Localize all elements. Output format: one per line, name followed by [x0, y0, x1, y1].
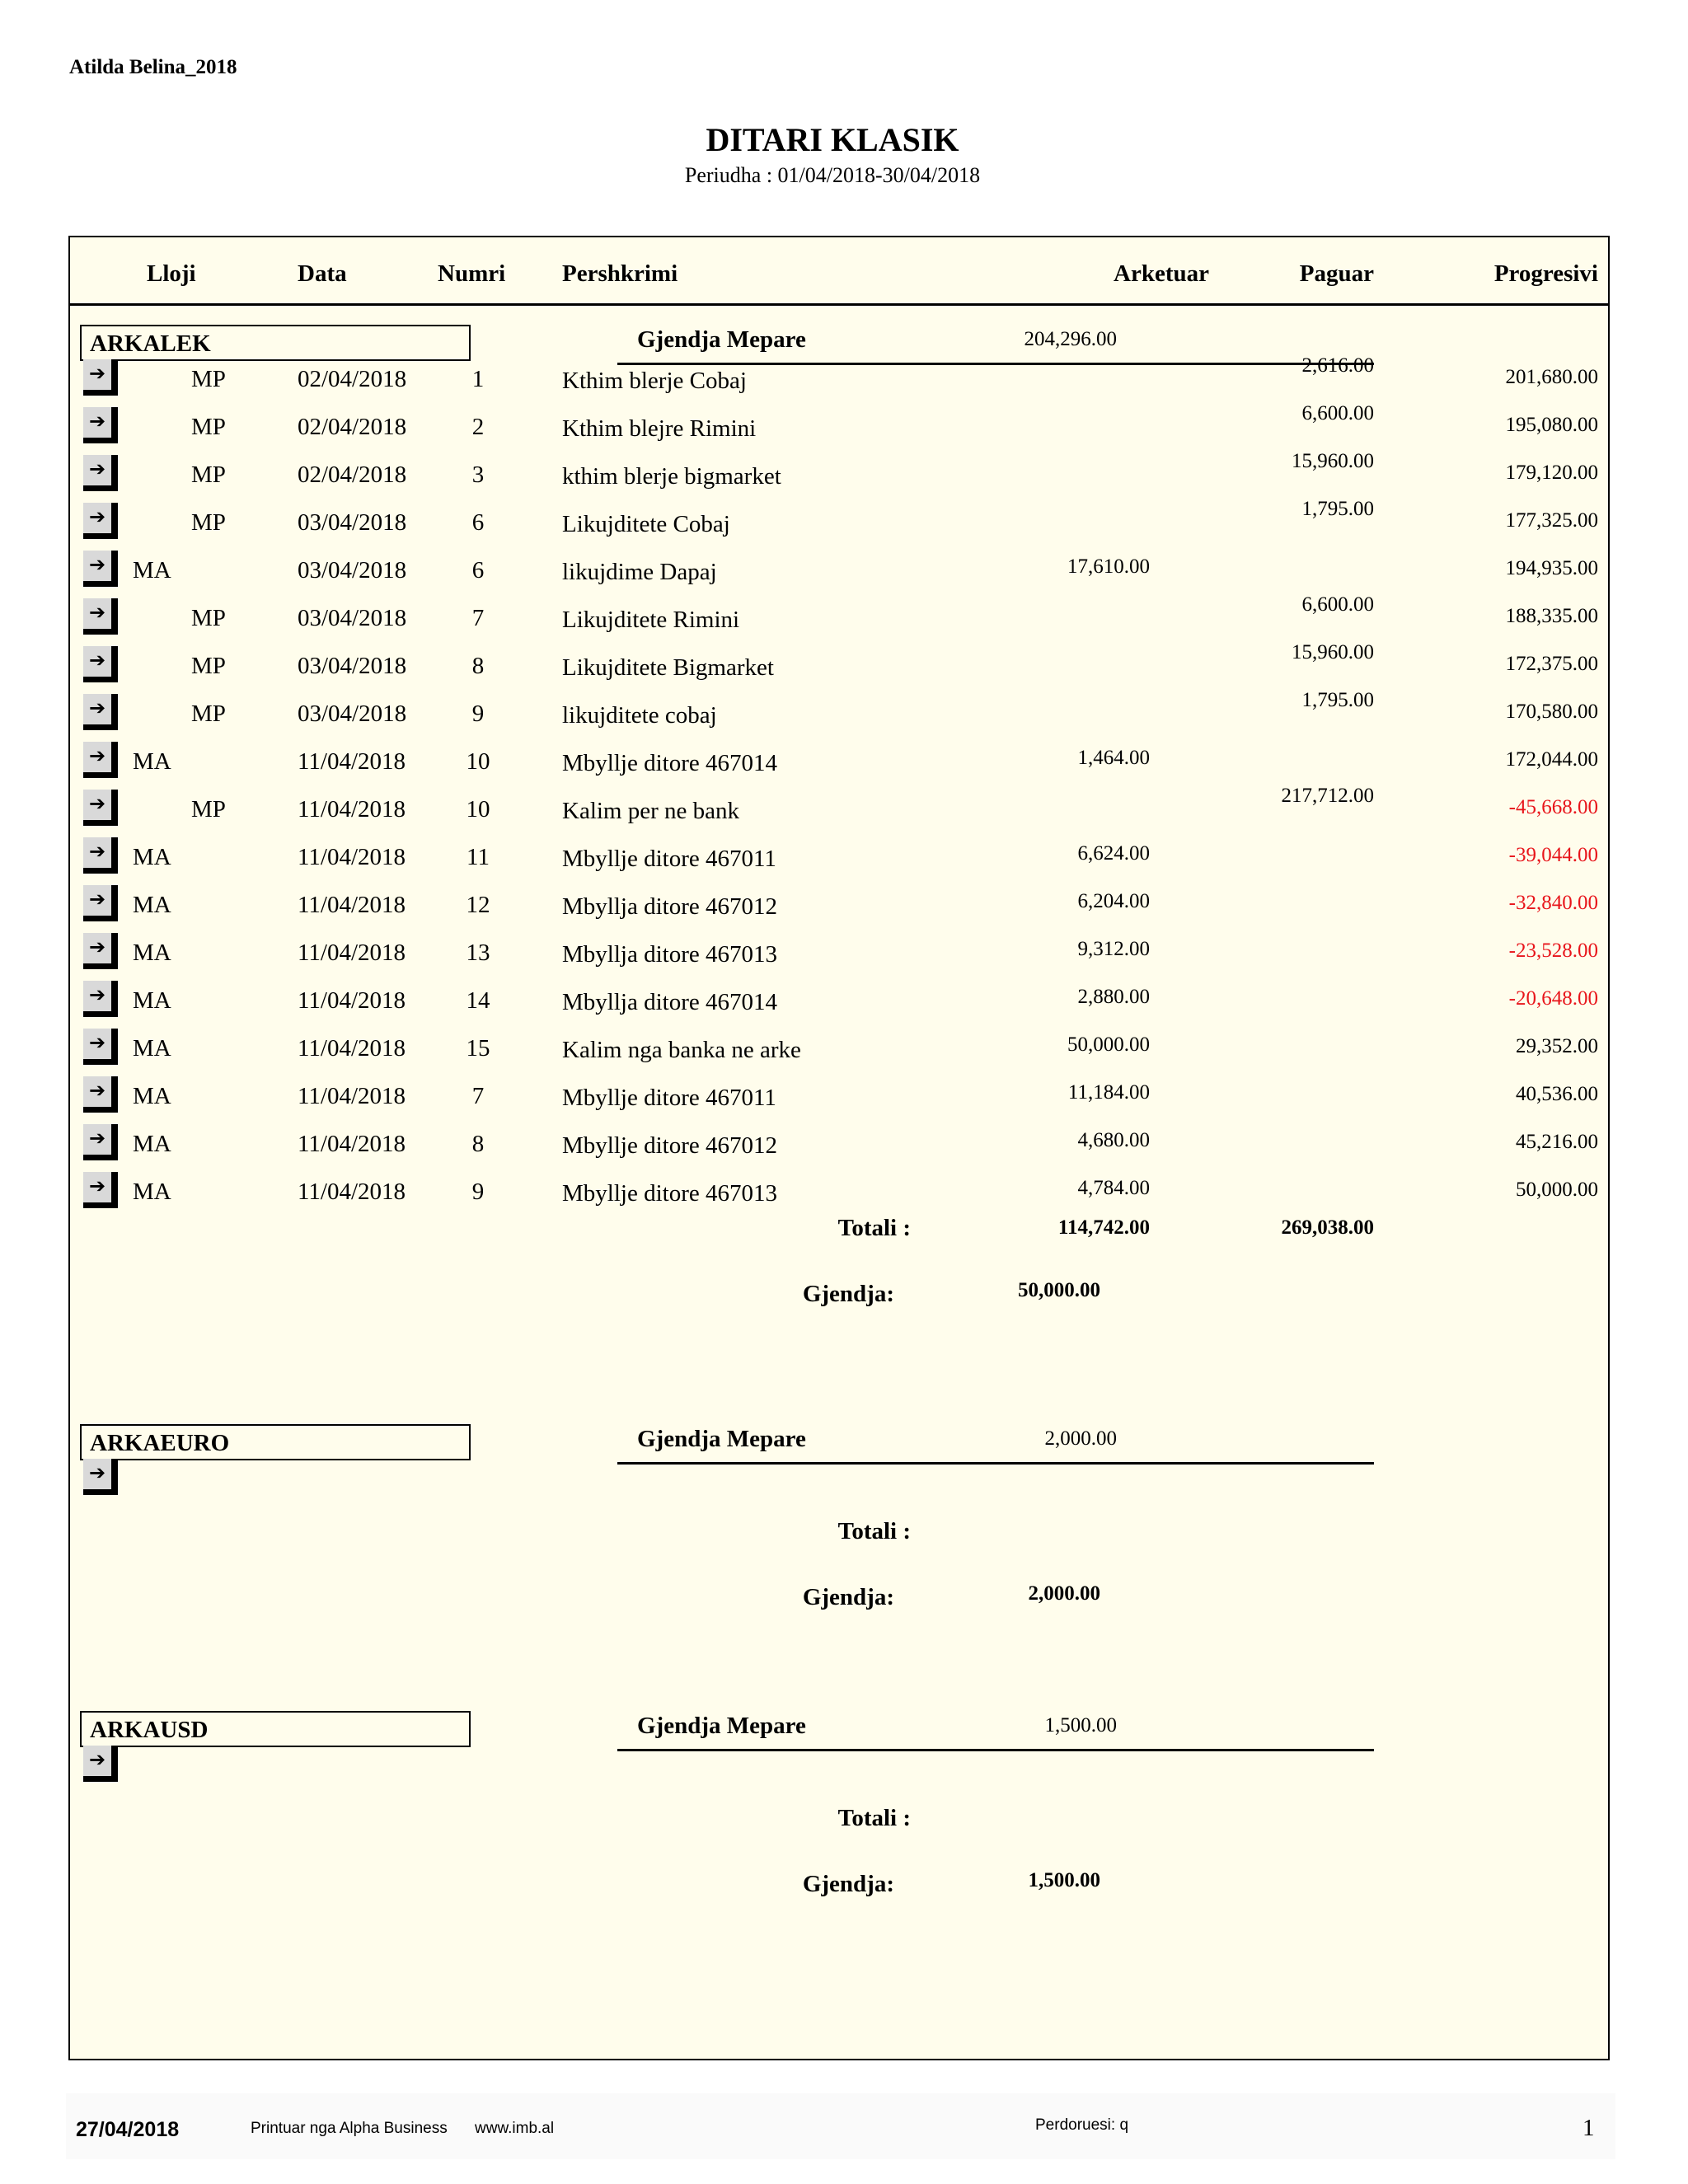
entry-credit: 1,795.00 [1301, 689, 1374, 711]
report-period: Periudha : 01/04/2018-30/04/2018 [684, 163, 981, 187]
entry-number: 12 [466, 892, 490, 918]
arrow-right-icon: ➔ [88, 792, 106, 815]
entry-credit: 1,795.00 [1301, 498, 1374, 520]
opening-balance-value: 204,296.00 [1024, 328, 1117, 350]
entry-type: MA [133, 940, 171, 966]
company-name: Atilda Belina_2018 [69, 56, 237, 78]
entry-progressive: 50,000.00 [1516, 1179, 1598, 1201]
entry-date: 03/04/2018 [298, 605, 407, 631]
entry-date: 11/04/2018 [298, 1083, 406, 1109]
entry-debit: 4,680.00 [1077, 1129, 1150, 1151]
arrow-right-icon: ➔ [88, 601, 106, 624]
arrow-right-icon: ➔ [88, 553, 106, 576]
entry-description: Mbyllja ditore 467012 [562, 893, 777, 920]
arrow-right-icon: ➔ [88, 649, 106, 672]
total-debit: 114,742.00 [1057, 1216, 1150, 1239]
account-name: ARKALEK [80, 325, 471, 361]
entry-type: MA [133, 748, 171, 775]
entry-type: MA [133, 1035, 171, 1062]
entry-type: MA [133, 1083, 171, 1109]
opening-balance-value: 1,500.00 [1044, 1714, 1117, 1736]
entry-number: 10 [466, 748, 490, 775]
report-title: DITARI KLASIK [706, 121, 959, 158]
journal-row-empty [70, 1454, 1608, 1502]
printed-by: Printuar nga Alpha Business [251, 2120, 448, 2137]
open-entry-button[interactable] [83, 694, 118, 730]
entry-debit: 50,000.00 [1067, 1033, 1150, 1056]
open-entry-button[interactable] [83, 551, 118, 587]
entry-type: MA [133, 557, 171, 583]
entry-progressive: 170,580.00 [1505, 701, 1598, 723]
entry-number: 7 [471, 1083, 485, 1109]
arrow-right-icon: ➔ [88, 410, 106, 433]
website-link[interactable]: www.imb.al [475, 2120, 555, 2137]
print-date: 27/04/2018 [76, 2118, 180, 2141]
entry-description: Mbyllje ditore 467013 [562, 1180, 777, 1207]
arrow-right-icon: ➔ [88, 1031, 106, 1054]
col-number-header: Numri [438, 260, 506, 287]
entry-progressive: 179,120.00 [1505, 462, 1598, 484]
journal-row [70, 928, 1608, 976]
journal-row [70, 785, 1608, 832]
entry-progressive: 29,352.00 [1516, 1035, 1598, 1057]
journal-row [70, 546, 1608, 593]
col-description-header: Pershkrimi [562, 260, 678, 287]
journal-row [70, 689, 1608, 737]
open-entry-button[interactable] [83, 790, 118, 826]
entry-debit: 11,184.00 [1067, 1081, 1150, 1104]
balance-label: Gjendja: [802, 1281, 894, 1307]
entry-description: likujdime Dapaj [562, 559, 717, 585]
journal-frame [68, 236, 1610, 2060]
journal-row [70, 498, 1608, 546]
entry-number: 9 [471, 701, 485, 727]
user-label: Perdoruesi: q [1035, 2116, 1129, 2134]
entry-progressive: -32,840.00 [1508, 892, 1598, 914]
balance-label: Gjendja: [802, 1584, 894, 1610]
journal-row-empty [70, 1741, 1608, 1788]
entry-date: 11/04/2018 [298, 940, 406, 966]
entry-description: Kalim nga banka ne arke [562, 1037, 801, 1063]
total-label: Totali : [837, 1215, 911, 1241]
entry-number: 14 [466, 987, 490, 1014]
open-entry-button[interactable] [83, 1076, 118, 1113]
entry-description: Mbyllje ditore 467011 [562, 846, 776, 872]
entry-type: MP [191, 509, 226, 536]
entry-description: Mbyllje ditore 467014 [562, 750, 777, 776]
entry-type: MA [133, 892, 171, 918]
entry-progressive: 177,325.00 [1505, 509, 1598, 532]
journal-row [70, 1071, 1608, 1119]
entry-type: MP [191, 366, 226, 392]
entry-date: 11/04/2018 [298, 1179, 406, 1205]
entry-description: kthim blerje bigmarket [562, 463, 781, 490]
arrow-right-icon: ➔ [88, 935, 106, 958]
opening-balance-value: 2,000.00 [1044, 1427, 1117, 1450]
balance-value: 50,000.00 [1018, 1279, 1100, 1301]
entry-type: MP [191, 701, 226, 727]
entry-date: 11/04/2018 [298, 748, 406, 775]
entry-progressive: -39,044.00 [1508, 844, 1598, 866]
arrow-right-icon: ➔ [88, 362, 106, 385]
entry-progressive: 172,375.00 [1505, 653, 1598, 675]
open-entry-button[interactable] [83, 1459, 118, 1495]
entry-progressive: 188,335.00 [1505, 605, 1598, 627]
opening-balance-label: Gjendja Mepare [637, 326, 806, 353]
entry-progressive: 201,680.00 [1505, 366, 1598, 388]
entry-type: MP [191, 796, 226, 823]
journal-row [70, 402, 1608, 450]
entry-debit: 9,312.00 [1077, 938, 1150, 960]
journal-row [70, 1024, 1608, 1071]
entry-date: 11/04/2018 [298, 796, 406, 823]
open-entry-button[interactable] [83, 1172, 118, 1208]
entry-description: Likujditete Cobaj [562, 511, 730, 537]
entry-debit: 6,624.00 [1077, 842, 1150, 865]
opening-balance-label: Gjendja Mepare [637, 1713, 806, 1739]
journal-row [70, 450, 1608, 498]
entry-debit: 4,784.00 [1077, 1177, 1150, 1199]
entry-description: Likujditete Rimini [562, 607, 740, 633]
entry-credit: 217,712.00 [1281, 785, 1374, 807]
open-entry-button[interactable] [83, 1746, 118, 1782]
journal-row [70, 832, 1608, 880]
open-entry-button[interactable] [83, 885, 118, 921]
entry-progressive: -23,528.00 [1508, 940, 1598, 962]
entry-date: 11/04/2018 [298, 892, 406, 918]
entry-credit: 6,600.00 [1301, 402, 1374, 424]
journal-row [70, 1119, 1608, 1167]
arrow-right-icon: ➔ [88, 1127, 106, 1150]
col-type-header: Lloji [147, 260, 196, 287]
open-entry-button[interactable] [83, 455, 118, 491]
open-entry-button[interactable] [83, 933, 118, 969]
entry-type: MA [133, 1179, 171, 1205]
entry-number: 6 [471, 509, 485, 536]
arrow-right-icon: ➔ [88, 840, 106, 863]
entry-description: Mbyllja ditore 467013 [562, 941, 777, 968]
journal-row [70, 737, 1608, 785]
entry-date: 11/04/2018 [298, 1131, 406, 1157]
open-entry-button[interactable] [83, 1029, 118, 1065]
entry-description: Mbyllje ditore 467012 [562, 1132, 777, 1159]
entry-date: 02/04/2018 [298, 414, 407, 440]
open-entry-button[interactable] [83, 503, 118, 539]
balance-label: Gjendja: [802, 1871, 894, 1897]
entry-type: MP [191, 414, 226, 440]
entry-description: Mbyllje ditore 467011 [562, 1085, 776, 1111]
entry-number: 8 [471, 1131, 485, 1157]
entry-description: Kalim per ne bank [562, 798, 740, 824]
entry-progressive: 194,935.00 [1505, 557, 1598, 579]
journal-row [70, 1167, 1608, 1215]
column-header-row [70, 237, 1608, 306]
entry-type: MP [191, 462, 226, 488]
journal-row [70, 880, 1608, 928]
total-label: Totali : [837, 1805, 911, 1831]
entry-number: 3 [471, 462, 485, 488]
open-entry-button[interactable] [83, 742, 118, 778]
open-entry-button[interactable] [83, 359, 118, 396]
entry-number: 6 [471, 557, 485, 583]
entry-date: 11/04/2018 [298, 1035, 406, 1062]
journal-row [70, 354, 1608, 402]
arrow-right-icon: ➔ [88, 696, 106, 719]
entry-date: 03/04/2018 [298, 557, 407, 583]
open-entry-button[interactable] [83, 837, 118, 874]
entry-description: likujditete cobaj [562, 702, 717, 729]
open-entry-button[interactable] [83, 407, 118, 443]
entry-description: Kthim blerje Cobaj [562, 368, 747, 394]
entry-type: MA [133, 1131, 171, 1157]
entry-type: MA [133, 987, 171, 1014]
entry-progressive: 172,044.00 [1505, 748, 1598, 771]
col-progressive-header: Progresivi [1493, 260, 1598, 287]
arrow-right-icon: ➔ [88, 1079, 106, 1102]
entry-type: MA [133, 844, 171, 870]
entry-credit: 15,960.00 [1292, 641, 1374, 663]
open-entry-button[interactable] [83, 981, 118, 1017]
balance-value: 2,000.00 [1028, 1582, 1100, 1605]
entry-number: 9 [471, 1179, 485, 1205]
entry-type: MP [191, 653, 226, 679]
arrow-right-icon: ➔ [88, 1461, 106, 1484]
arrow-right-icon: ➔ [88, 505, 106, 528]
arrow-right-icon: ➔ [88, 1748, 106, 1771]
entry-description: Mbyllja ditore 467014 [562, 989, 777, 1015]
entry-progressive: -45,668.00 [1508, 796, 1598, 818]
total-label: Totali : [837, 1518, 911, 1544]
entry-date: 03/04/2018 [298, 509, 407, 536]
account-name: ARKAUSD [80, 1711, 471, 1747]
balance-value: 1,500.00 [1028, 1869, 1100, 1891]
entry-debit: 2,880.00 [1077, 986, 1150, 1008]
entry-date: 11/04/2018 [298, 987, 406, 1014]
account-name: ARKAEURO [80, 1424, 471, 1460]
arrow-right-icon: ➔ [88, 888, 106, 911]
entry-date: 03/04/2018 [298, 701, 407, 727]
entry-date: 03/04/2018 [298, 653, 407, 679]
entry-progressive: -20,648.00 [1508, 987, 1598, 1010]
arrow-right-icon: ➔ [88, 983, 106, 1006]
col-debit-header: Arketuar [1114, 260, 1209, 287]
entry-number: 11 [467, 844, 490, 870]
page-number: 1 [1582, 2115, 1595, 2141]
entry-number: 15 [466, 1035, 490, 1062]
opening-balance-label: Gjendja Mepare [637, 1426, 806, 1452]
entry-number: 8 [471, 653, 485, 679]
entry-description: Kthim blejre Rimini [562, 415, 757, 442]
page-footer [66, 2093, 1615, 2159]
arrow-right-icon: ➔ [88, 457, 106, 480]
entry-credit: 15,960.00 [1292, 450, 1374, 472]
entry-debit: 17,610.00 [1067, 555, 1150, 578]
entry-progressive: 40,536.00 [1516, 1083, 1598, 1105]
entry-type: MP [191, 605, 226, 631]
entry-date: 11/04/2018 [298, 844, 406, 870]
arrow-right-icon: ➔ [88, 744, 106, 767]
entry-number: 7 [471, 605, 485, 631]
arrow-right-icon: ➔ [88, 1174, 106, 1197]
entry-date: 02/04/2018 [298, 366, 407, 392]
open-entry-button[interactable] [83, 1124, 118, 1160]
journal-row [70, 976, 1608, 1024]
col-date-header: Data [298, 260, 347, 287]
journal-row [70, 641, 1608, 689]
entry-description: Likujditete Bigmarket [562, 654, 774, 681]
entry-number: 2 [471, 414, 485, 440]
open-entry-button[interactable] [83, 646, 118, 682]
col-credit-header: Paguar [1299, 260, 1374, 287]
entry-credit: 2,616.00 [1301, 354, 1374, 377]
entry-debit: 1,464.00 [1077, 747, 1150, 769]
entry-number: 1 [471, 366, 485, 392]
entry-debit: 6,204.00 [1077, 890, 1150, 912]
entry-number: 10 [466, 796, 490, 823]
entry-date: 02/04/2018 [298, 462, 407, 488]
open-entry-button[interactable] [83, 598, 118, 635]
total-credit: 269,038.00 [1281, 1216, 1374, 1239]
journal-row [70, 593, 1608, 641]
entry-progressive: 195,080.00 [1505, 414, 1598, 436]
entry-progressive: 45,216.00 [1516, 1131, 1598, 1153]
entry-number: 13 [466, 940, 490, 966]
entry-credit: 6,600.00 [1301, 593, 1374, 616]
